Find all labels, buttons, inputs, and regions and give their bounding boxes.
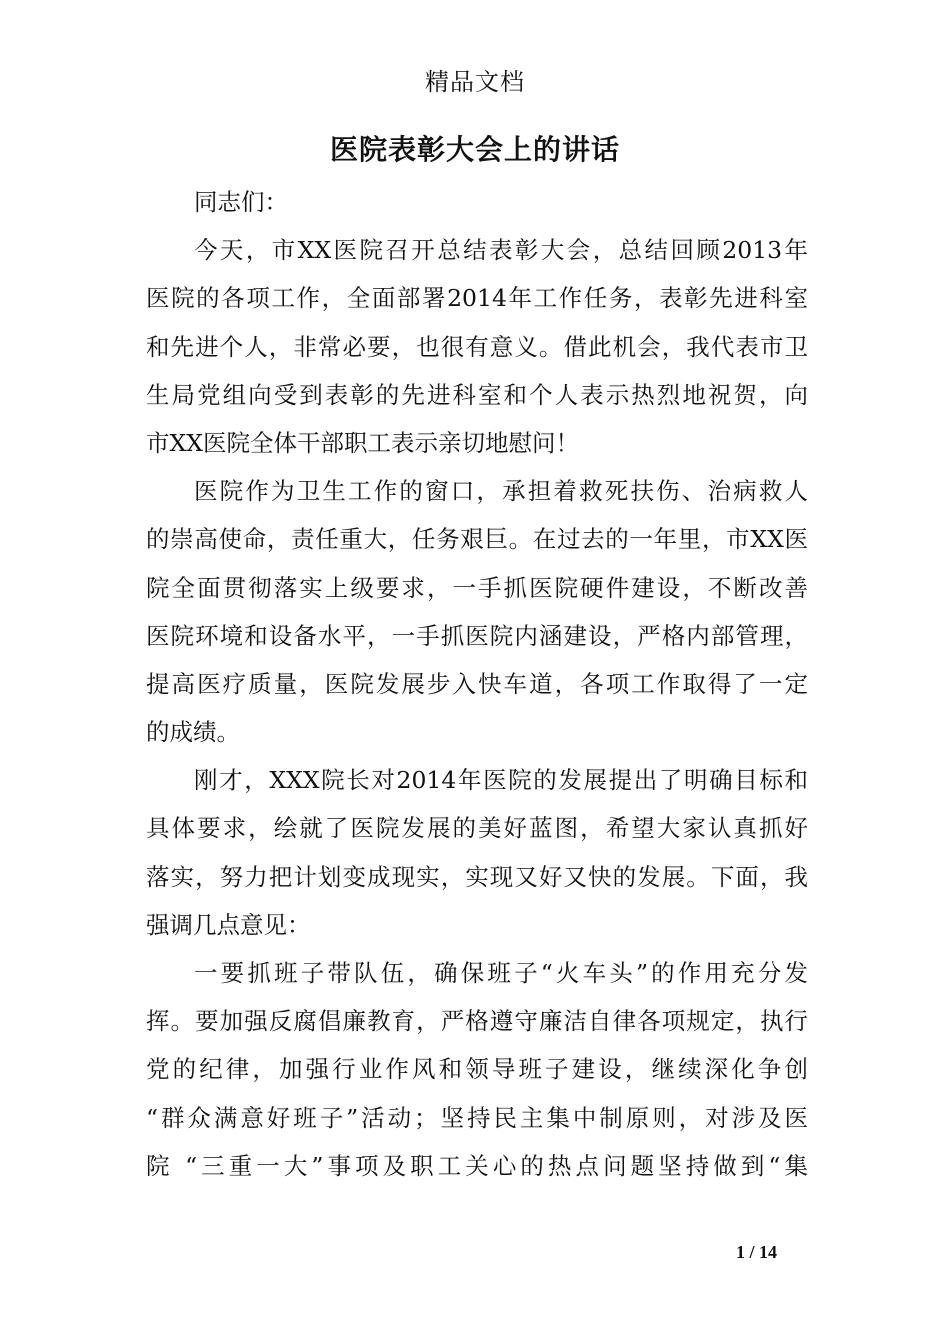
text-line: 的崇高使命，责任重大，任务艰巨。在过去的一年里，市XX医 [146, 525, 808, 554]
document-title: 医院表彰大会上的讲话 [329, 133, 620, 166]
salutation-line: 同志们： [194, 188, 288, 216]
text-line: 一要抓班子带队伍，确保班子“火车头”的作用充分发 [194, 959, 808, 987]
text-line: 院全面贯彻落实上级要求，一手抓医院硬件建设，不断改善 [146, 573, 808, 602]
text-line: 党的纪律，加强行业作风和领导班子建设，继续深化争创 [146, 1055, 808, 1084]
text-line: 和先进个人，非常必要，也很有意义。借此机会，我代表市卫 [146, 332, 808, 361]
text-line: 强调几点意见： [146, 910, 311, 939]
text-line: 刚才，XXX院长对2014年医院的发展提出了明确目标和 [194, 766, 808, 795]
text-line: “群众满意好班子”活动；坚持民主集中制原则，对涉及医 [146, 1103, 808, 1132]
text-line: 今天，市XX医院召开总结表彰大会，总结回顾2013年 [194, 236, 808, 265]
document-body [146, 178, 808, 1190]
text-line: 挥。要加强反腐倡廉教育，严格遵守廉洁自律各项规定，执行 [146, 1007, 808, 1036]
text-line: 提高医疗质量，医院发展步入快车道，各项工作取得了一定 [146, 669, 808, 698]
text-line: 院 “三重一大”事项及职工关心的热点问题坚持做到“集 [146, 1151, 808, 1180]
text-line: 医院环境和设备水平，一手抓医院内涵建设，严格内部管理， [146, 621, 808, 650]
text-line: 具体要求，绘就了医院发展的美好蓝图，希望大家认真抓好 [146, 814, 808, 843]
text-line: 的成绩。 [146, 718, 240, 747]
text-line: 生局党组向受到表彰的先进科室和个人表示热烈地祝贺，向 [146, 380, 808, 409]
text-line: 医院的各项工作，全面部署2014年工作任务，表彰先进科室 [146, 284, 808, 313]
text-line: 市XX医院全体干部职工表示亲切地慰问！ [146, 428, 579, 457]
text-line: 落实，努力把计划变成现实，实现又好又快的发展。下面，我 [146, 862, 808, 891]
page-number: 1 / 14 [736, 1242, 778, 1262]
page-header: 精品文档 [425, 68, 525, 96]
text-line: 医院作为卫生工作的窗口，承担着救死扶伤、治病救人 [194, 477, 808, 506]
